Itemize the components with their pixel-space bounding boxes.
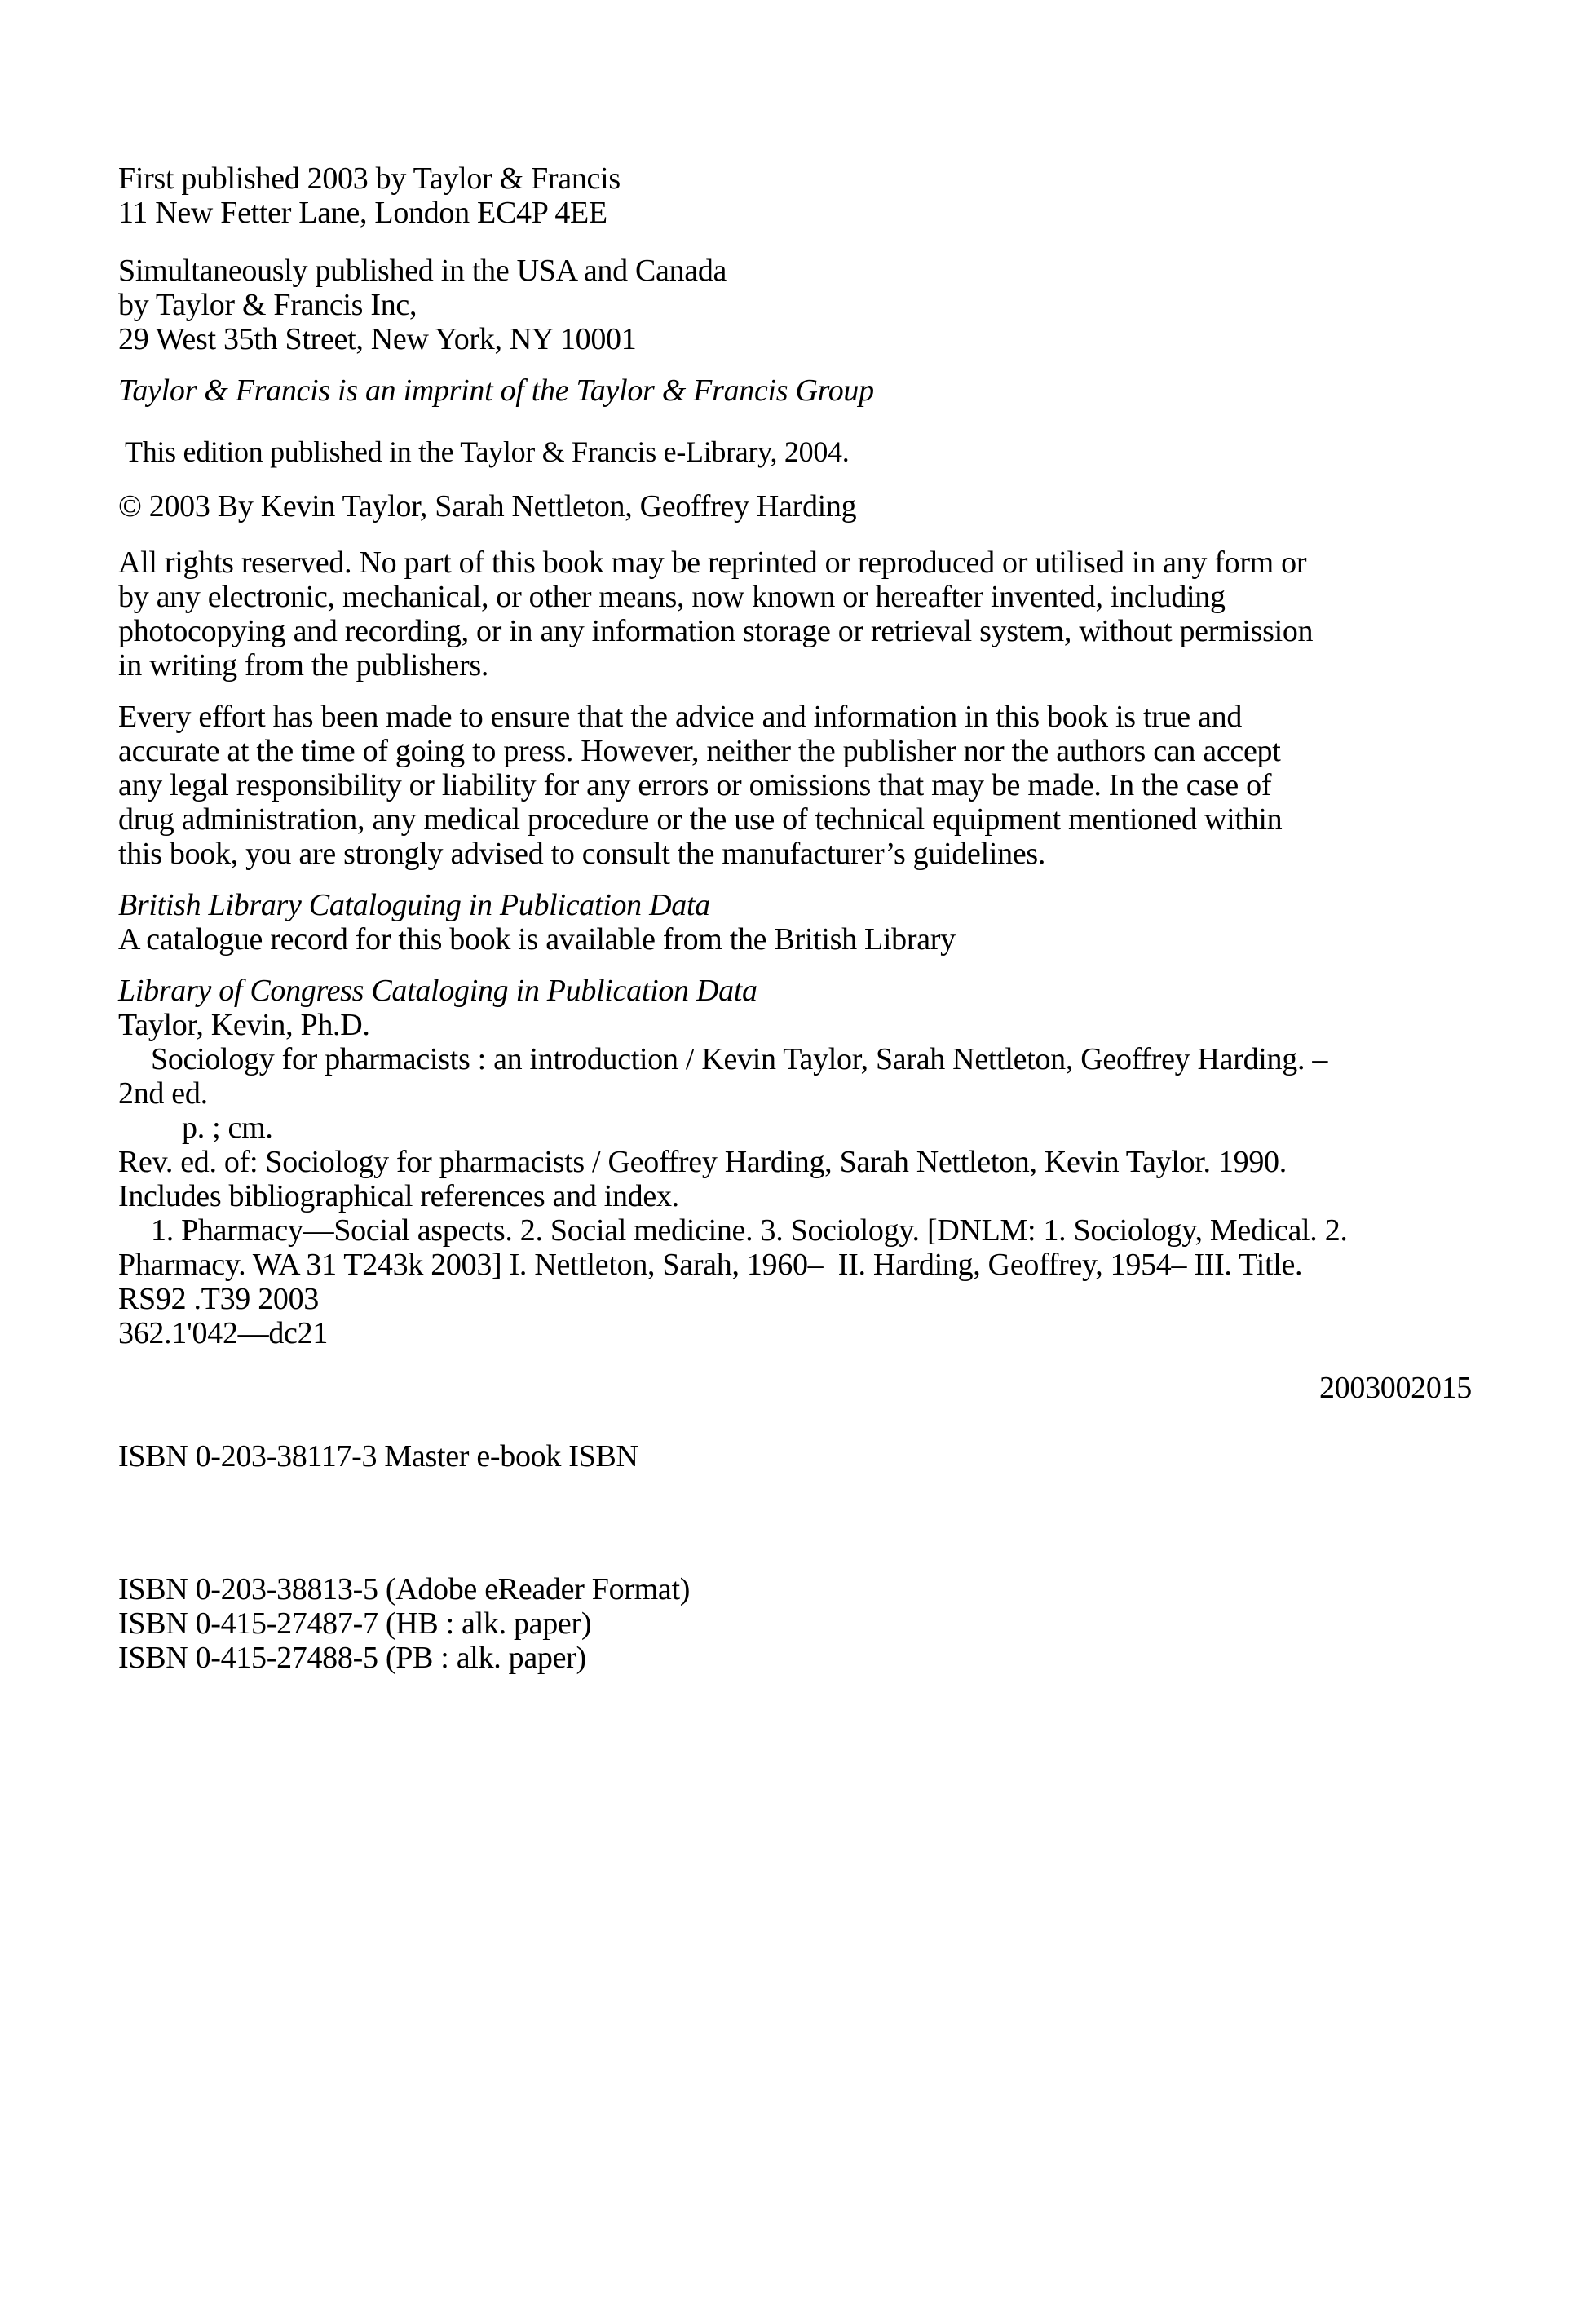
imprint-note-line: Taylor & Francis is an imprint of the Taylor & Francis Group [118,373,874,408]
loc-line: Includes bibliographical references and index. [118,1179,679,1213]
isbn-format-line: ISBN 0-415-27487-7 (HB : alk. paper) [118,1606,592,1641]
paragraph-publisher-us [118,254,1472,356]
paragraph-publisher-uk [118,161,1472,230]
disclaimer-line: accurate at the time of going to press. However, neither the publisher nor the authors can accept [118,734,1281,768]
rights-line: in writing from the publishers. [118,648,489,683]
british-library-line: A catalogue record for this book is available from the British Library [118,922,956,957]
paragraph-library-of-congress-cip [118,974,1472,1350]
publisher-us-line: Simultaneously published in the USA and Canada [118,254,727,288]
rights-line: All rights reserved. No part of this book may be reprinted or reproduced or utilised in any form or [118,546,1307,580]
isbn-master-line: ISBN 0-203-38117-3 Master e-book ISBN [118,1439,638,1473]
loc-line: RS92 .T39 2003 [118,1282,319,1316]
loc-line: Pharmacy. WA 31 T243k 2003] I. Nettleton, Sarah, 1960– II. Harding, Geoffrey, 1954– III. Title. [118,1248,1303,1282]
loc-line: Taylor, Kevin, Ph.D. [118,1008,370,1042]
copyright-text-block [118,161,1472,1675]
publisher-uk-line: First published 2003 by Taylor & Francis [118,161,621,196]
paragraph-lccn [118,1371,1472,1405]
isbn-format-line: ISBN 0-415-27488-5 (PB : alk. paper) [118,1641,586,1675]
elibrary-note-line: This edition published in the Taylor & Francis e-Library, 2004. [125,435,850,468]
isbn-format-line: ISBN 0-203-38813-5 (Adobe eReader Format) [118,1572,691,1606]
paragraph-rights-notice [118,546,1472,683]
loc-line: 2nd ed. [118,1076,208,1111]
loc-line: 362.1'042—dc21 [118,1316,329,1350]
paragraph-copyright [118,489,1472,524]
disclaimer-line: any legal responsibility or liability for any errors or omissions that may be made. In the case of [118,768,1272,802]
loc-heading: Library of Congress Cataloging in Publication Data [118,974,757,1008]
rights-line: by any electronic, mechanical, or other means, now known or hereafter invented, including [118,580,1226,614]
paragraph-elibrary-note [118,435,1472,469]
lccn-number: 2003002015 [1318,1371,1472,1405]
loc-line: 1. Pharmacy—Social aspects. 2. Social medicine. 3. Sociology. [DNLM: 1. Sociology, Medical. 2. [151,1213,1348,1248]
disclaimer-line: drug administration, any medical procedure or the use of technical equipment mentioned within [118,802,1283,837]
paragraph-isbn-master [118,1439,1472,1473]
loc-line: p. ; cm. [182,1111,273,1145]
publisher-uk-address: 11 New Fetter Lane, London EC4P 4EE [118,196,607,230]
paragraph-disclaimer [118,700,1472,871]
rights-line: photocopying and recording, or in any information storage or retrieval system, without permission [118,614,1314,648]
publisher-us-address: 29 West 35th Street, New York, NY 10001 [118,322,637,356]
paragraph-imprint-note [118,373,1472,408]
copyright-line: © 2003 By Kevin Taylor, Sarah Nettleton, Geoffrey Harding [118,489,857,524]
paragraph-isbn-formats [118,1572,1472,1675]
disclaimer-line: Every effort has been made to ensure that the advice and information in this book is true and [118,700,1243,734]
british-library-heading: British Library Cataloguing in Publication Data [118,888,710,922]
paragraph-british-library-cip [118,888,1472,957]
disclaimer-line: this book, you are strongly advised to consult the manufacturer’s guidelines. [118,837,1046,871]
loc-line: Sociology for pharmacists : an introduction / Kevin Taylor, Sarah Nettleton, Geoffrey Harding. – [151,1042,1328,1076]
loc-line: Rev. ed. of: Sociology for pharmacists / Geoffrey Harding, Sarah Nettleton, Kevin Taylor. 1990. [118,1145,1287,1179]
publisher-us-name: by Taylor & Francis Inc, [118,288,417,322]
